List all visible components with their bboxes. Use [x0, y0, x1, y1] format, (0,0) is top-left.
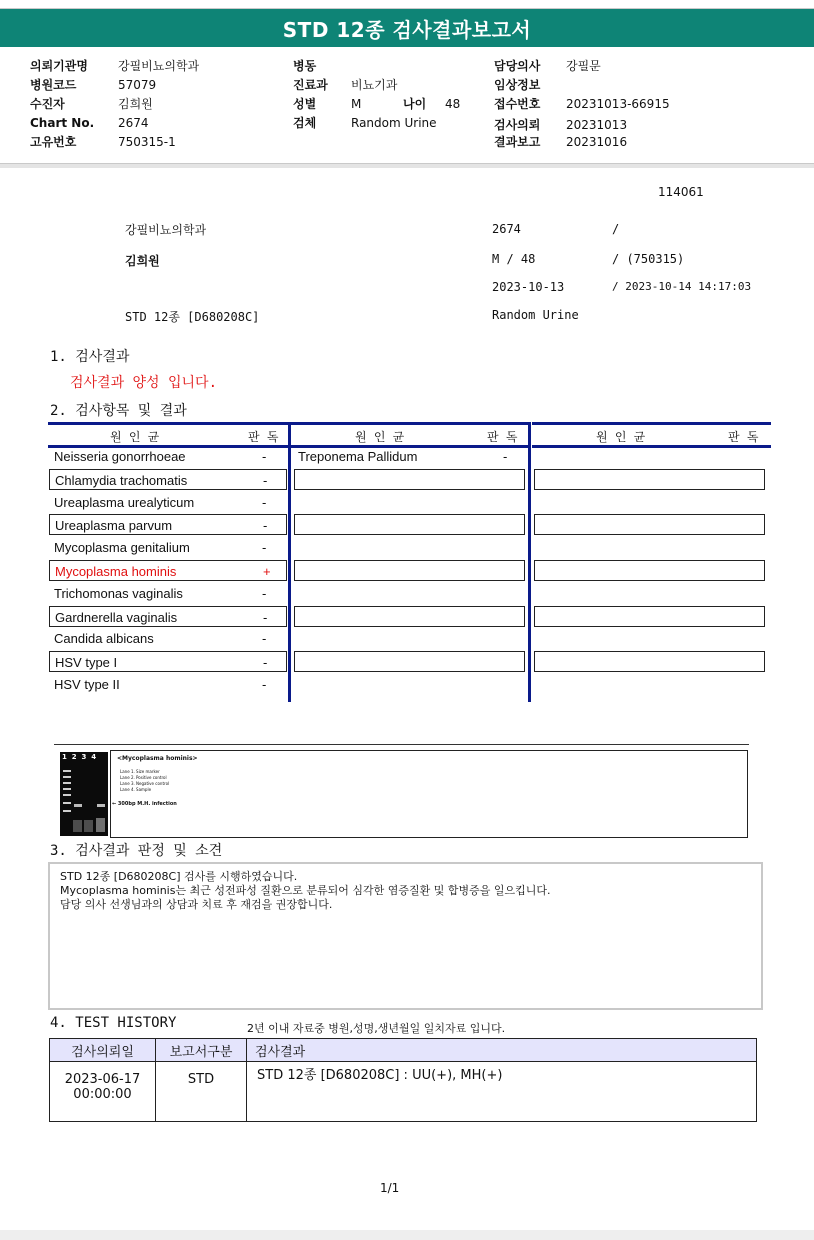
- label-report-date: 결과보고: [494, 135, 541, 149]
- empty-result-cell: [294, 469, 525, 490]
- header-organism-2: 원 인 균: [355, 430, 405, 444]
- label-department: 진료과: [293, 78, 328, 92]
- report-code: 114061: [658, 185, 704, 199]
- gel-figure-frame: [110, 750, 748, 838]
- header-judge-2: 판 독: [487, 430, 518, 444]
- value-clinic: 강필비뇨의학과: [118, 59, 200, 73]
- label-request-date: 검사의뢰: [494, 118, 541, 132]
- label-receipt-no: 접수번호: [494, 97, 541, 111]
- result-row: [49, 606, 287, 627]
- history-date: 2023-06-17: [64, 1072, 141, 1087]
- value-specimen: Random Urine: [351, 116, 437, 130]
- results-header-col1: [48, 422, 288, 448]
- label-hospital-code: 병원코드: [30, 78, 77, 92]
- reported-datetime: / 2023-10-14 14:17:03: [612, 280, 752, 293]
- organism-result: -: [263, 655, 268, 671]
- results-header-col3: [532, 422, 771, 448]
- value-doctor: 강필문: [566, 59, 601, 73]
- report-title: STD 12종 검사결과보고서: [0, 9, 814, 47]
- header-separator: [0, 163, 814, 168]
- label-chart-no: Chart No.: [30, 116, 95, 130]
- label-clinical-info: 임상정보: [494, 78, 541, 92]
- organism-result: -: [262, 540, 267, 556]
- value-age: 48: [445, 97, 461, 111]
- organism-result: -: [263, 518, 268, 534]
- opinion-box: [48, 862, 763, 1010]
- label-sex: 성별: [293, 97, 317, 111]
- chart-slash: /: [612, 222, 620, 236]
- column-divider-2: [528, 422, 531, 702]
- history-header-row: [50, 1039, 757, 1062]
- gel-band-label: ← 300bp M.H. infection: [112, 801, 177, 807]
- organism-name: Treponema Pallidum: [298, 449, 418, 464]
- patient-name: 김희원: [125, 254, 160, 268]
- value-unique-no: 750315-1: [118, 135, 176, 149]
- organism-result: -: [262, 631, 267, 647]
- empty-result-cell: [534, 514, 765, 535]
- organism-name: Mycoplasma genitalium: [54, 540, 190, 556]
- gel-legend: [120, 769, 169, 793]
- history-time: 00:00:00: [73, 1087, 132, 1102]
- history-result: STD 12종 [D680208C] : UU(+), MH(+): [247, 1062, 757, 1122]
- top-border: [0, 0, 814, 9]
- history-col-type: 보고서구분: [156, 1039, 247, 1062]
- value-receipt-no: 20231013-66915: [566, 97, 670, 111]
- history-col-result: 검사결과: [247, 1039, 757, 1062]
- received-date: 2023-10-13: [492, 280, 565, 294]
- organism-name: HSV type I: [55, 655, 118, 671]
- gel-electrophoresis-image: [60, 752, 108, 836]
- empty-result-cell: [534, 560, 765, 581]
- chart-number: 2674: [492, 222, 521, 236]
- patient-id: / (750315): [612, 252, 685, 266]
- history-table: [49, 1038, 757, 1122]
- result-row-treponema: [293, 446, 525, 467]
- organism-result: -: [263, 472, 268, 488]
- organism-name: Mycoplasma hominis: [55, 564, 177, 579]
- section-1-title: 1. 검사결과: [50, 349, 130, 365]
- page-number: 1/1: [380, 1181, 400, 1195]
- gel-lane-numbers: 1 2 3 4: [62, 753, 97, 761]
- result-row: [49, 514, 287, 535]
- clinic-name: 강필비뇨의학과: [125, 223, 207, 237]
- result-row: [49, 446, 287, 467]
- label-unique-no: 고유번호: [30, 135, 77, 149]
- history-date-cell: [50, 1062, 156, 1122]
- history-col-date: 검사의뢰일: [50, 1039, 156, 1062]
- organism-name: Gardnerella vaginalis: [55, 609, 178, 625]
- section-3-title: 3. 검사결과 판정 및 소견: [50, 843, 223, 859]
- history-type: STD: [156, 1062, 247, 1122]
- organism-name: Ureaplasma parvum: [55, 518, 173, 534]
- gel-legend-lane-4: Lane 4. Sample: [120, 787, 152, 792]
- empty-result-cell: [294, 606, 525, 627]
- opinion-line-2: Mycoplasma hominis는 최근 성전파성 질환으로 분류되어 심각한 염증질환 및 합병증을 일으킵니다.: [60, 884, 551, 897]
- value-hospital-code: 57079: [118, 78, 157, 92]
- result-row: [49, 469, 287, 490]
- organism-name: HSV type II: [54, 677, 120, 692]
- gel-legend-lane-1: Lane 1. Size marker: [120, 769, 160, 774]
- empty-result-cell: [534, 606, 765, 627]
- opinion-line-1: STD 12종 [D680208C] 검사를 시행하였습니다.: [60, 870, 298, 883]
- header-judge-3: 판 독: [728, 430, 759, 444]
- organism-result: -: [503, 449, 508, 464]
- opinion-line-3: 담당 의사 선생님과의 상담과 치료 후 재검을 권장합니다.: [60, 898, 333, 911]
- label-specimen: 검체: [293, 116, 317, 130]
- organism-name: Ureaplasma urealyticum: [54, 494, 195, 510]
- gel-legend-lane-2: Lane 2. Positive control: [120, 775, 167, 780]
- sex-age: M / 48: [492, 252, 536, 266]
- organism-result: -: [262, 449, 267, 464]
- gel-legend-lane-3: Lane 3. Negative control: [120, 781, 170, 786]
- result-row: [49, 492, 287, 513]
- organism-result: -: [262, 677, 267, 692]
- label-doctor: 담당의사: [494, 59, 541, 73]
- specimen-type: Random Urine: [492, 308, 579, 322]
- organism-result: -: [263, 609, 268, 625]
- section-4-title: 4. TEST HISTORY: [50, 1015, 177, 1031]
- result-row: [49, 583, 287, 604]
- section-2-title: 2. 검사항목 및 결과: [50, 403, 187, 419]
- test-name: STD 12종 [D680208C]: [125, 310, 260, 324]
- organism-name: Trichomonas vaginalis: [54, 585, 183, 601]
- result-row: [49, 537, 287, 558]
- footer-band: [0, 1230, 814, 1240]
- organism-result: -: [262, 494, 267, 510]
- overall-result: 검사결과 양성 입니다.: [70, 375, 218, 391]
- header-organism-3: 원 인 균: [596, 430, 646, 444]
- organism-result: +: [263, 564, 271, 579]
- empty-result-cell: [534, 469, 765, 490]
- organism-result: -: [262, 585, 267, 601]
- label-patient: 수진자: [30, 97, 65, 111]
- empty-result-cell: [534, 651, 765, 672]
- label-age: 나이: [403, 97, 427, 111]
- organism-name: Candida albicans: [54, 631, 154, 647]
- value-department: 비뇨기과: [351, 78, 398, 92]
- result-row: [49, 651, 287, 672]
- empty-result-cell: [294, 560, 525, 581]
- result-row: [49, 560, 287, 581]
- value-patient: 김희원: [118, 97, 153, 111]
- organism-name: Neisseria gonorrhoeae: [54, 449, 186, 464]
- table-row: [50, 1062, 757, 1122]
- value-request-date: 20231013: [566, 118, 628, 132]
- history-note: 2년 이내 자료중 병원,성명,생년월일 일치자료 입니다.: [247, 1022, 506, 1035]
- result-row: [49, 628, 287, 649]
- value-chart-no: 2674: [118, 116, 149, 130]
- label-ward: 병동: [293, 59, 317, 73]
- results-header-col2: [291, 422, 529, 448]
- label-clinic: 의뢰기관명: [30, 59, 88, 73]
- empty-result-cell: [294, 651, 525, 672]
- gel-title: <Mycoplasma hominis>: [117, 755, 198, 762]
- result-row: [49, 674, 287, 695]
- header-organism-1: 원 인 균: [110, 430, 160, 444]
- empty-result-cell: [294, 514, 525, 535]
- header-judge-1: 판 독: [248, 430, 279, 444]
- organism-name: Chlamydia trachomatis: [55, 472, 188, 488]
- value-sex: M: [351, 97, 362, 111]
- value-report-date: 20231016: [566, 135, 628, 149]
- column-divider-1: [288, 422, 291, 702]
